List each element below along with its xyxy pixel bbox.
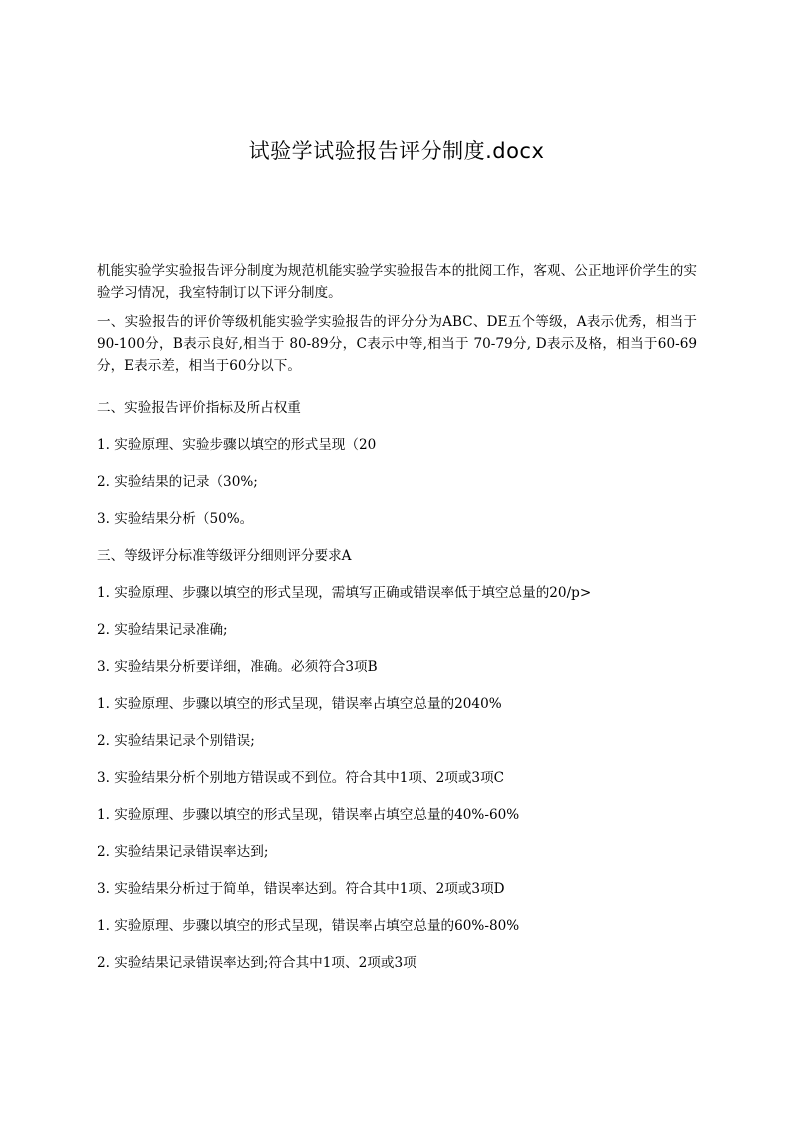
section-1-paragraph: 一、实验报告的评价等级机能实验学实验报告的评分分为ABC、DE五个等级，A表示优秀，相当于90-100分，B表示良好,相当于 80-89分，C表示中等,相当于 70-79分, D表示及格，相当于60-69分，E表示差，相当于60分以下。 [97, 314, 697, 374]
list-item: 2. 实验结果记录准确; [97, 622, 228, 638]
list-item: 2. 实验结果记录错误率达到; [97, 844, 269, 860]
list-item: 3. 实验结果分析过于简单，错误率达到。符合其中1项、2项或3项D [97, 881, 505, 897]
list-item: 1. 实验原理、实验步骤以填空的形式呈现（20 [97, 437, 377, 453]
list-item: 1. 实验原理、步骤以填空的形式呈现，需填写正确或错误率低于填空总量的20/p> [97, 585, 592, 601]
list-item: 2. 实验结果的记录（30%; [97, 474, 258, 490]
list-item: 3. 实验结果分析（50%。 [97, 511, 254, 527]
intro-paragraph: 机能实验学实验报告评分制度为规范机能实验学实验报告本的批阅工作，客观、公正地评价学生的实验学习情况，我室特制订以下评分制度。 [97, 263, 697, 301]
section-2-heading: 二、实验报告评价指标及所占权重 [97, 400, 301, 416]
document-title: 试验学试验报告评分制度.docx [248, 139, 545, 163]
section-3-heading: 三、等级评分标准等级评分细则评分要求A [97, 548, 352, 564]
list-item: 3. 实验结果分析要详细，准确。必须符合3项B [97, 659, 378, 675]
list-item: 1. 实验原理、步骤以填空的形式呈现，错误率占填空总量的2040% [97, 696, 502, 712]
list-item: 1. 实验原理、步骤以填空的形式呈现，错误率占填空总量的60%-80% [97, 918, 520, 934]
list-item: 3. 实验结果分析个别地方错误或不到位。符合其中1项、2项或3项C [97, 770, 505, 786]
list-item: 2. 实验结果记录个别错误; [97, 733, 255, 749]
list-item: 2. 实验结果记录错误率达到;符合其中1项、2项或3项 [97, 955, 417, 971]
document-body [97, 260, 697, 989]
list-item: 1. 实验原理、步骤以填空的形式呈现，错误率占填空总量的40%-60% [97, 807, 520, 823]
